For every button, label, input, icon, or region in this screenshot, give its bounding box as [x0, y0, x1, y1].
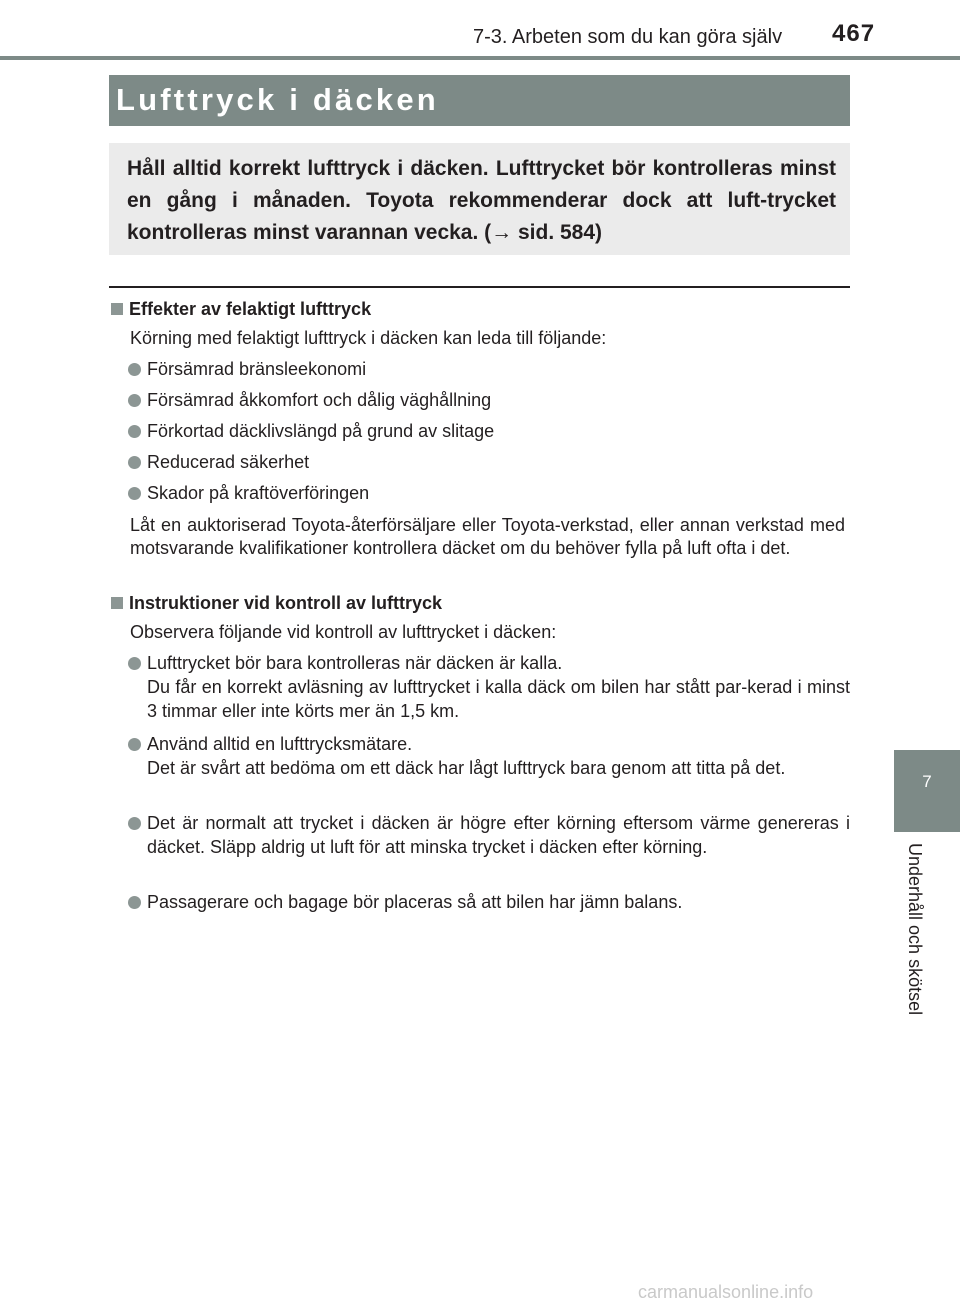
list-item-text: Passagerare och bagage bör placeras så att bilen har jämn balans.	[147, 892, 683, 912]
list-item-text: Använd alltid en lufttrycksmätare.	[147, 734, 413, 754]
bullet-dot-icon	[128, 363, 141, 376]
list-item-text: Lufttrycket bör bara kontrolleras när däcken är kalla.	[147, 653, 563, 673]
watermark: carmanualsonline.info	[638, 1282, 814, 1302]
chapter-number: 7	[922, 772, 932, 791]
list-item-text: Det är normalt att trycket i däcken är högre efter körning eftersom värme genereras i däcket. Släpp aldrig ut luft för att minska trycket i däcken efter körning.	[147, 813, 850, 857]
list-item	[128, 890, 850, 914]
section-heading-text: Effekter av felaktigt lufttryck	[129, 299, 372, 319]
bullet-dot-icon	[128, 817, 141, 830]
section-heading-text: Instruktioner vid kontroll av lufttryck	[129, 593, 443, 613]
header-rule	[0, 56, 960, 60]
page-title: Lufttryck i däcken	[116, 82, 439, 117]
bullet-dot-icon	[128, 394, 141, 407]
list-item-subtext: Du får en korrekt avläsning av lufttrycket i kalla däck om bilen har stått par-kerad i minst 3 timmar eller inte körts mer än 1,5 km.	[147, 677, 850, 721]
list-item-subtext: Det är svårt att bedöma om ett däck har lågt lufttryck bara genom att titta på det.	[147, 758, 786, 778]
intro-text: Håll alltid korrekt lufttryck i däcken. Lufttrycket bör kontrolleras minst en gång i månaden. Toyota rekommenderar dock att luft-trycket kontrolleras minst varannan vecka. (→ sid. 584)	[127, 157, 836, 244]
divider	[109, 286, 850, 288]
bullet-dot-icon	[128, 425, 141, 438]
list-item-text: Skador på kraftöverföringen	[147, 483, 370, 503]
list-item	[128, 357, 850, 381]
list-item-text: Försämrad åkkomfort och dålig väghållning	[147, 390, 492, 410]
square-bullet-icon	[111, 303, 123, 315]
list-item	[128, 651, 850, 723]
section-intro: Körning med felaktigt lufttryck i däcken kan leda till följande:	[130, 328, 607, 348]
list-item	[128, 811, 850, 859]
page-number: 467	[832, 20, 876, 47]
header-section-title: 7-3. Arbeten som du kan göra själv	[473, 26, 783, 48]
list-item-text: Försämrad bränsleekonomi	[147, 359, 367, 379]
bullet-dot-icon	[128, 657, 141, 670]
section-outro: Låt en auktoriserad Toyota-återförsäljare eller Toyota-verkstad, eller annan verkstad med motsvarande kvalifikationer kontrollera däcket om du behöver fylla på luft ofta i det.	[130, 515, 845, 558]
list-item	[128, 732, 850, 780]
bullet-dot-icon	[128, 896, 141, 909]
chapter-label: Underhåll och skötsel	[905, 843, 925, 1016]
list-item	[128, 481, 850, 505]
section-intro: Observera följande vid kontroll av lufttrycket i däcken:	[130, 622, 557, 642]
section-heading	[111, 299, 371, 320]
list-item	[128, 419, 850, 443]
square-bullet-icon	[111, 597, 123, 609]
bullet-dot-icon	[128, 456, 141, 469]
list-item-text: Förkortad däcklivslängd på grund av slitage	[147, 421, 495, 441]
bullet-dot-icon	[128, 487, 141, 500]
list-item-text: Reducerad säkerhet	[147, 452, 310, 472]
list-item	[128, 450, 850, 474]
bullet-dot-icon	[128, 738, 141, 751]
list-item	[128, 388, 850, 412]
section-heading	[111, 593, 442, 614]
